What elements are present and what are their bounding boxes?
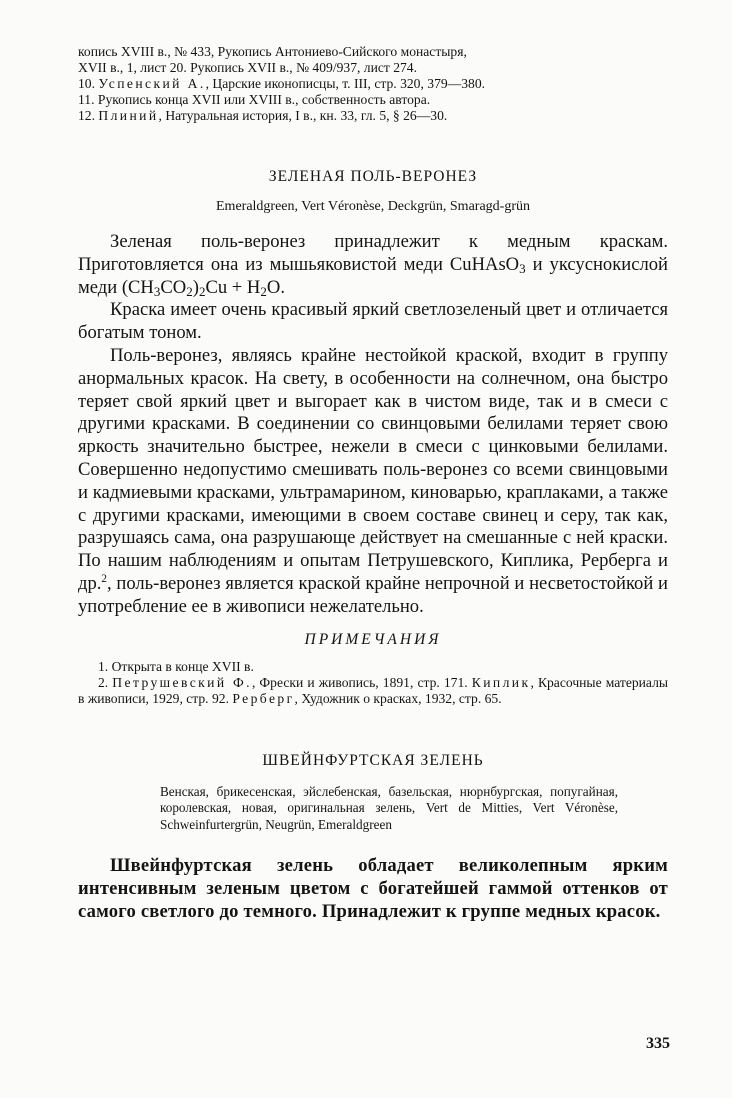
notes-list bbox=[78, 659, 668, 707]
section-heading: ШВЕЙНФУРТСКАЯ ЗЕЛЕНЬ bbox=[262, 751, 484, 769]
reference-10 bbox=[78, 76, 668, 92]
reference-number: 12. bbox=[78, 108, 95, 123]
alternative-names: Emeraldgreen, Vert Véronèse, Deckgrün, Smaragd-grün bbox=[216, 199, 530, 214]
reference-11 bbox=[78, 92, 668, 108]
reference-text: , Натуральная история, I в., кн. 33, гл. 5, § 26—30. bbox=[158, 108, 448, 123]
alternative-names: Венская, брикесенская, эйслебенская, базельская, нюрнбургская, попугайная, королевская, новая, оригинальная зелень, Vert de Mitties, Vert Véronèse, Schweinfurtergrün, Neugrün, Emeraldgreen bbox=[160, 783, 618, 832]
reference-number: 10. bbox=[78, 76, 95, 91]
note-1: 1. Открыта в конце XVII в. bbox=[98, 658, 254, 674]
reference-12 bbox=[78, 108, 668, 124]
section-heading: ЗЕЛЕНАЯ ПОЛЬ-ВЕРОНЕЗ bbox=[268, 168, 478, 185]
reference-9-continued bbox=[78, 44, 668, 76]
reference-author: Успенский А. bbox=[98, 76, 206, 91]
reference-text: копись XVIII в., № 433, Рукопись Антониево-Сийского монастыря, bbox=[78, 44, 467, 59]
reference-list bbox=[78, 44, 668, 124]
page-number: 335 bbox=[646, 1035, 670, 1052]
paragraph: Швейнфуртская зелень обладает великолепным ярким интенсивным зеленым цветом с богатейшей гаммой оттенков от самого светлого до темного. Принадлежит к группе медных красок. bbox=[78, 855, 668, 922]
paragraph: Поль-веронез, являясь крайне нестойкой краской, входит в группу анормальных красок. На свету, в особенности на солнечном, она быстро теряет свой яркий цвет и выгорает как в чистом виде, так и в смеси с другими красками. В соединении со свинцовыми белилами теряет свою яркость значительно быстрее, нежели в смеси с цинковыми белилами. Совершенно недопустимо смешивать поль-веронез со всеми свинцовыми и кадмиевыми красками, ультрамарином, киноварью, краплаками, а также с другими красками, имеющими в своем составе свинец и серу, так как, разрушаясь сама, она разрушающе действует на смешанные с ней краски. По нашим наблюдениям и опытам Петрушевского, Киплика, Рерберга и др.$^2$, поль-веронез является краской крайне непрочной и несветостойкой и употребление ее в живописи нежелательно. bbox=[78, 344, 668, 617]
note-2: 2. Петрушевский Ф., Фрески и живопись, 1891, стр. 171. Киплик, Красочные материалы в живописи, 1929, стр. 92. Рерберг, Художник о красках, 1932, стр. 65. bbox=[78, 674, 668, 706]
reference-author: Плиний bbox=[98, 108, 159, 123]
reference-text: 11. Рукопись конца XVII или XVIII в., собственность автора. bbox=[78, 92, 431, 107]
reference-text: , Царские иконописцы, т. III, стр. 320, 379—380. bbox=[205, 76, 486, 91]
paragraph: Краска имеет очень красивый яркий светлозеленый цвет и отличается богатым тоном. bbox=[78, 299, 668, 344]
page-content bbox=[78, 44, 668, 923]
reference-text: XVII в., 1, лист 20. Рукопись XVII в., № 409/937, лист 274. bbox=[78, 60, 418, 75]
notes-heading: ПРИМЕЧАНИЯ bbox=[304, 630, 442, 648]
paragraph: Зеленая поль-веронез принадлежит к медным краскам. Приготовляется она из мышьяковистой меди CuHAsO$_3$ и уксуснокислой меди $(CH_3CO_2)_2Cu + H_2O$. bbox=[78, 231, 668, 299]
